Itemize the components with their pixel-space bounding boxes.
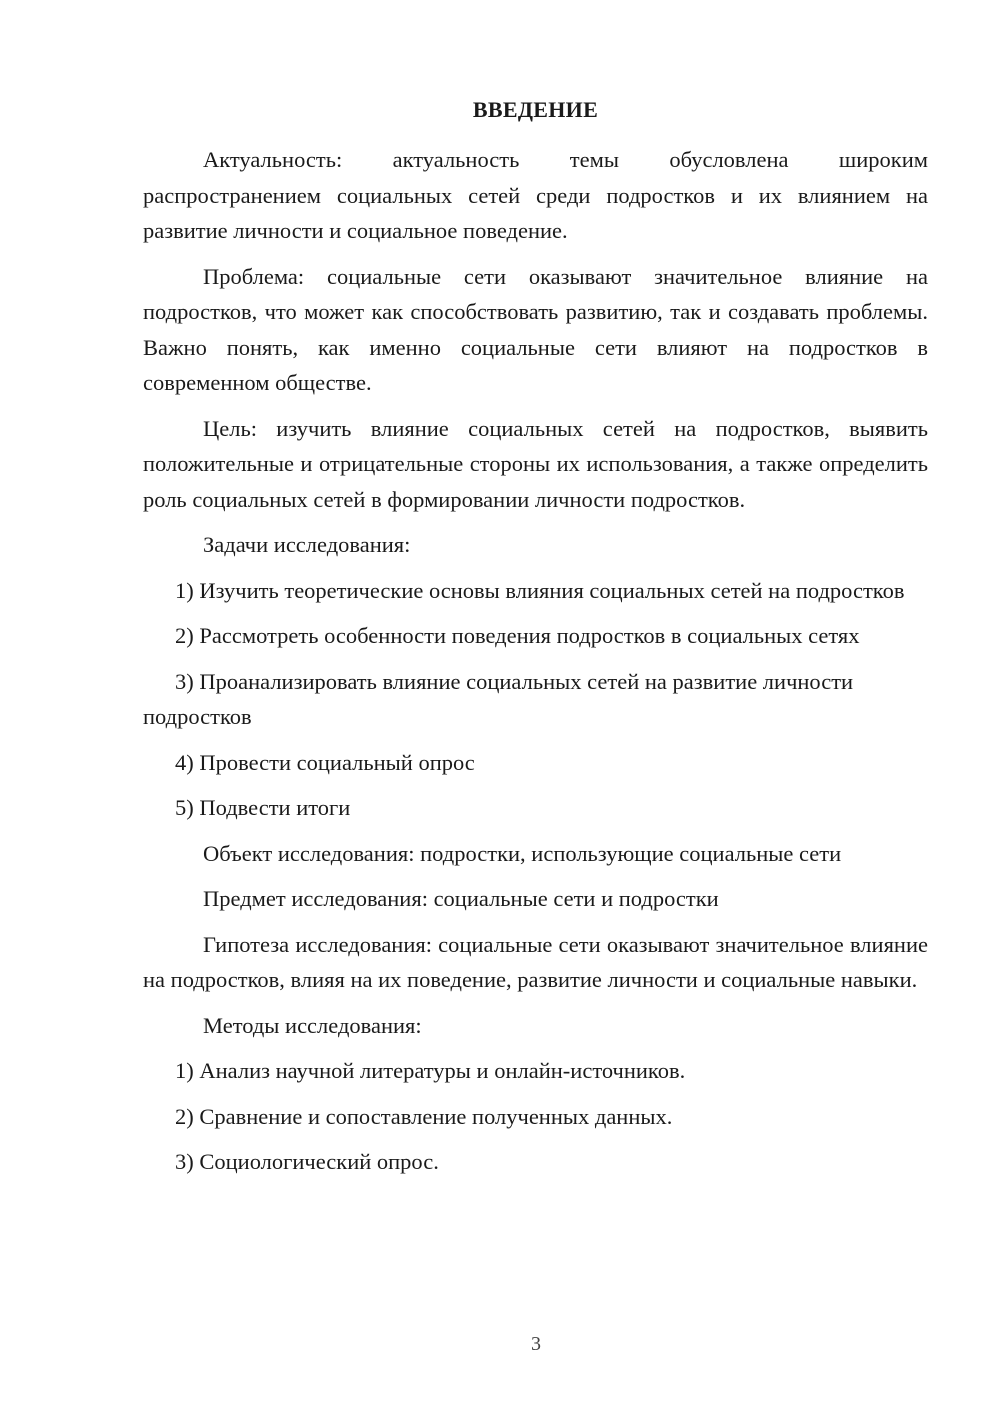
page-number: 3 [531, 1333, 541, 1355]
subject-paragraph: Предмет исследования: социальные сети и подростки [203, 886, 719, 911]
document-page [143, 96, 928, 1190]
goal-paragraph: Цель: изучить влияние социальных сетей на подростков, выявить положительные и отрицательные стороны их использования, а также определить роль социальных сетей в формировании личности подростков. [143, 415, 928, 512]
task-item: 1) Изучить теоретические основы влияния социальных сетей на подростков [175, 577, 905, 603]
page-title: ВВЕДЕНИЕ [472, 97, 599, 122]
tasks-heading: Задачи исследования: [203, 532, 411, 557]
methods-heading: Методы исследования: [203, 1012, 422, 1038]
task-item: 4) Провести социальный опрос [175, 749, 475, 775]
method-item: 1) Анализ научной литературы и онлайн-источников. [175, 1058, 686, 1083]
method-item: 2) Сравнение и сопоставление полученных данных. [175, 1103, 673, 1129]
relevance-paragraph: Актуальность: актуальность темы обусловлена широким распространением социальных сетей среди подростков и их влиянием на развитие личности и социальное поведение. [143, 147, 928, 243]
task-item: 5) Подвести итоги [175, 795, 351, 820]
method-item: 3) Социологический опрос. [175, 1149, 439, 1174]
problem-paragraph: Проблема: социальные сети оказывают значительное влияние на подростков, что может как способствовать развитию, так и создавать проблемы. Важно понять, как именно социальные сети влияют на подростков в современном обществе. [143, 263, 928, 395]
task-item: 3) Проанализировать влияние социальных сетей на развитие личности подростков [143, 668, 854, 729]
hypothesis-paragraph: Гипотеза исследования: социальные сети оказывают значительное влияние на подростков, влияя на их поведение, развитие личности и социальные навыки. [143, 931, 928, 992]
task-item: 2) Рассмотреть особенности поведения подростков в социальных сетях [175, 623, 860, 648]
object-paragraph: Объект исследования: подростки, использующие социальные сети [203, 840, 842, 866]
